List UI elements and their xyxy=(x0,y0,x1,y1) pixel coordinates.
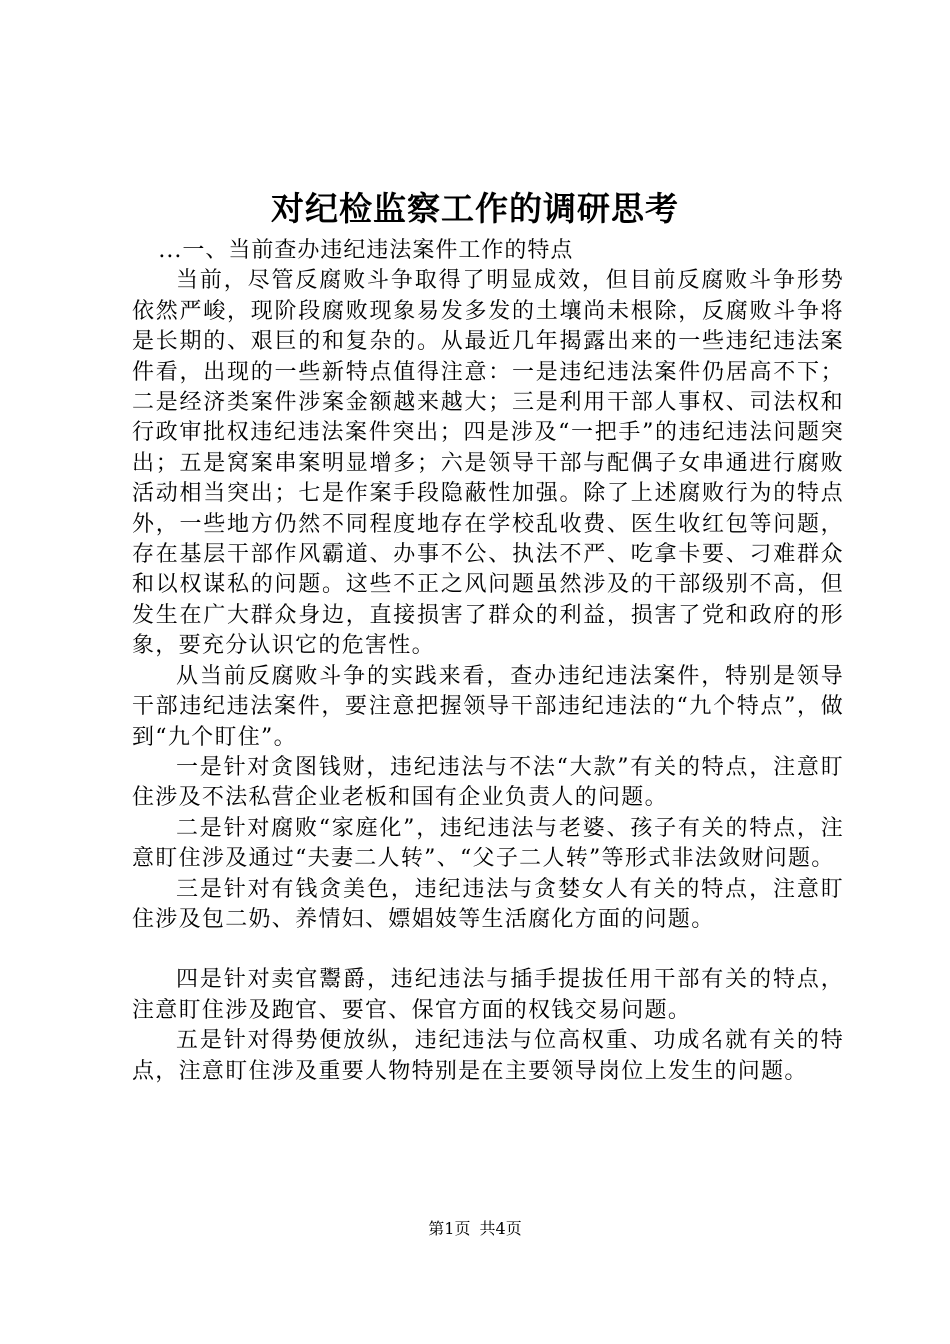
paragraph-point-4: 四是针对卖官鬻爵，违纪违法与插手提拔任用干部有关的特点，注意盯住涉及跑官、要官、保官方面的权钱交易问题。 xyxy=(132,967,844,1023)
paragraph-intro: 当前，尽管反腐败斗争取得了明显成效，但目前反腐败斗争形势依然严峻，现阶段腐败现象易发多发的土壤尚未根除，反腐败斗争将是长期的、艰巨的和复杂的。从最近几年揭露出来的一些违纪违法案件看，出现的一些新特点值得注意：一是违纪违法案件仍居高不下；二是经济类案件涉案金额越来越大；三是利用干部人事权、司法权和行政审批权违纪违法案件突出；四是涉及“一把手”的违纪违法问题突出；五是窝案串案明显增多；六是领导干部与配偶子女串通进行腐败活动相当突出；七是作案手段隐蔽性加强。除了上述腐败行为的特点外，一些地方仍然不同程度地存在学校乱收费、医生收红包等问题，存在基层干部作风霸道、办事不公、执法不严、吃拿卡要、刁难群众和以权谋私的问题。这些不正之风问题虽然涉及的干部级别不高，但发生在广大群众身边，直接损害了群众的利益，损害了党和政府的形象，要充分认识它的危害性。 xyxy=(132,268,844,659)
page-total: 共4页 xyxy=(479,1219,522,1238)
section-heading: ...一、当前查办违纪违法案件工作的特点 xyxy=(158,238,574,263)
paragraph-point-3: 三是针对有钱贪美色，违纪违法与贪婪女人有关的特点，注意盯住涉及包二奶、养情妇、嫖娼妓等生活腐化方面的问题。 xyxy=(132,876,844,932)
paragraph-point-5: 五是针对得势便放纵，违纪违法与位高权重、功成名就有关的特点，注意盯住涉及重要人物特别是在主要领导岗位上发生的问题。 xyxy=(132,1028,844,1084)
page-number: 第1页 xyxy=(428,1219,471,1238)
page-footer xyxy=(0,1218,950,1240)
document-title: 对纪检监察工作的调研思考 xyxy=(271,189,679,228)
paragraph-point-1: 一是针对贪图钱财，违纪违法与不法“大款”有关的特点，注意盯住涉及不法私营企业老板和国有企业负责人的问题。 xyxy=(132,754,844,811)
document-body xyxy=(132,236,844,1087)
paragraph-practice: 从当前反腐败斗争的实践来看，查办违纪违法案件，特别是领导干部违纪违法案件，要注意把握领导干部违纪违法的“九个特点”，做到“九个盯住”。 xyxy=(132,663,844,750)
paragraph-point-2: 二是针对腐败“家庭化”，违纪违法与老婆、孩子有关的特点，注意盯住涉及通过“夫妻二人转”、“父子二人转”等形式非法敛财问题。 xyxy=(132,815,844,872)
